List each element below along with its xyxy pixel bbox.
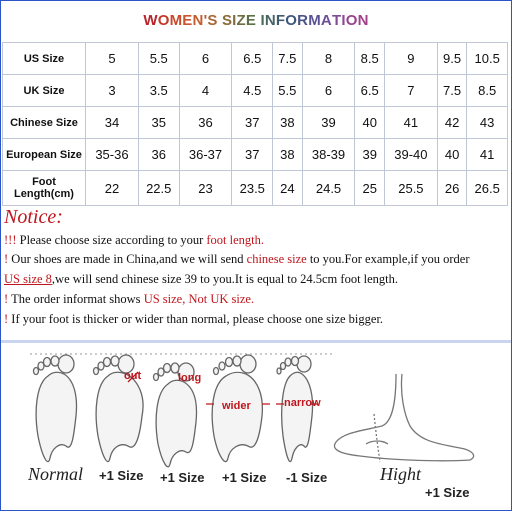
table-cell: 3	[86, 75, 139, 107]
title-letter: N	[357, 12, 369, 29]
table-cell: 39-40	[384, 139, 437, 171]
notice-text: If your foot is thicker or wider than normal, please choose one size bigger.	[8, 312, 384, 326]
table-cell: 8.5	[467, 75, 508, 107]
table-cell: 26.5	[467, 171, 508, 206]
title-letter: S	[221, 12, 233, 29]
notice-highlight: foot length.	[206, 233, 265, 247]
label-long: long	[178, 372, 202, 384]
notice-line	[4, 252, 470, 267]
caption-hight-size: +1 Size	[425, 485, 470, 500]
title-letter: Z	[236, 12, 246, 29]
row-label-line: Foot	[32, 176, 56, 188]
table-cell: 10.5	[467, 43, 508, 75]
table-cell: 6	[302, 75, 355, 107]
notice-mark: !	[4, 292, 9, 306]
table-cell: 7.5	[437, 75, 466, 107]
title-letter: N	[192, 12, 204, 29]
table-cell: 39	[355, 139, 384, 171]
title-letter: A	[320, 12, 332, 29]
table-cell: 24	[273, 171, 302, 206]
table-cell: 41	[384, 107, 437, 139]
table-cell: 4	[179, 75, 232, 107]
size-table	[2, 42, 508, 206]
table-row	[3, 43, 508, 75]
title-letter: N	[264, 12, 276, 29]
table-cell: 36	[138, 139, 179, 171]
section-divider	[0, 340, 512, 343]
table-cell: 6	[179, 43, 232, 75]
notice-mark: !!!	[4, 233, 17, 247]
label-wider: wider	[222, 400, 251, 412]
title-letter: '	[203, 12, 208, 29]
row-label-line: Length(cm)	[14, 188, 74, 200]
row-label: UK Size	[3, 75, 86, 107]
label-narrow: narrow	[284, 397, 321, 409]
title-letter: R	[297, 12, 309, 29]
side-foot-icon	[334, 374, 473, 462]
table-row	[3, 75, 508, 107]
table-cell: 38	[273, 107, 302, 139]
table-cell: 6.5	[355, 75, 384, 107]
title-letter: E	[182, 12, 193, 29]
notice-text: The order informat shows	[8, 292, 144, 306]
row-label: Chinese Size	[3, 107, 86, 139]
title-letter: E	[245, 12, 257, 29]
table-cell: 7.5	[273, 43, 302, 75]
title-letter: M	[308, 12, 321, 29]
title-letter: F	[275, 12, 286, 29]
table-cell: 5.5	[138, 43, 179, 75]
notice-mark: !	[4, 312, 9, 326]
row-label: US Size	[3, 43, 86, 75]
table-cell: 38-39	[302, 139, 355, 171]
notice-highlight: US size, Not UK size.	[143, 292, 255, 306]
row-label: European Size	[3, 139, 86, 171]
table-cell: 35-36	[86, 139, 139, 171]
title-letter: S	[207, 12, 218, 29]
title-letter: I	[232, 12, 237, 29]
table-cell: 37	[232, 139, 273, 171]
table-cell: 39	[302, 107, 355, 139]
notice-line	[4, 233, 264, 248]
table-cell: 40	[355, 107, 384, 139]
caption-normal: Normal	[28, 464, 84, 484]
page-title	[0, 12, 512, 29]
label-out: out	[124, 370, 142, 382]
table-row	[3, 107, 508, 139]
table-cell: 4.5	[232, 75, 273, 107]
table-cell: 9	[384, 43, 437, 75]
caption-size: -1 Size	[286, 470, 328, 485]
notice-text: Please choose size according to your	[16, 233, 207, 247]
title-letter: O	[345, 12, 358, 29]
notice-text: to you.For example,if you order	[306, 252, 470, 266]
caption-size: +1 Size	[99, 468, 144, 483]
table-cell: 23	[179, 171, 232, 206]
title-letter: M	[169, 12, 183, 29]
table-cell: 42	[437, 107, 466, 139]
table-cell: 34	[86, 107, 139, 139]
table-cell: 8.5	[355, 43, 384, 75]
title-letter: I	[341, 12, 346, 29]
table-row	[3, 139, 508, 171]
notice-text: ,we will send chinese size 39 to you.It is equal to 24.5cm foot length.	[51, 272, 399, 286]
notice-line	[4, 312, 383, 327]
table-cell: 38	[273, 139, 302, 171]
table-cell: 25	[355, 171, 384, 206]
table-cell: 23.5	[232, 171, 273, 206]
table-cell: 36-37	[179, 139, 232, 171]
table-cell: 22.5	[138, 171, 179, 206]
notice-line	[4, 292, 254, 307]
table-cell: 6.5	[232, 43, 273, 75]
table-cell: 3.5	[138, 75, 179, 107]
notice-highlight: chinese size	[246, 252, 307, 266]
normal-foot-icon	[34, 355, 77, 462]
title-letter: I	[260, 12, 265, 29]
notice-highlight: US size 8	[4, 272, 52, 286]
title-letter: W	[143, 12, 158, 29]
table-cell: 40	[437, 139, 466, 171]
table-cell: 37	[232, 107, 273, 139]
row-label	[3, 171, 86, 206]
caption-hight: Hight	[380, 464, 422, 484]
notice-text: Our shoes are made in China,and we will send	[8, 252, 247, 266]
title-letter: T	[331, 12, 342, 29]
table-cell: 24.5	[302, 171, 355, 206]
notice-line	[4, 272, 398, 287]
title-letter: O	[285, 12, 298, 29]
table-cell: 25.5	[384, 171, 437, 206]
table-cell: 8	[302, 43, 355, 75]
table-cell: 36	[179, 107, 232, 139]
table-cell: 5	[86, 43, 139, 75]
table-cell: 26	[437, 171, 466, 206]
notice-heading: Notice:	[4, 206, 63, 228]
notice-mark: !	[4, 252, 9, 266]
table-cell: 7	[384, 75, 437, 107]
table-cell: 43	[467, 107, 508, 139]
caption-size: +1 Size	[222, 470, 267, 485]
table-cell: 41	[467, 139, 508, 171]
table-cell: 22	[86, 171, 139, 206]
table-cell: 35	[138, 107, 179, 139]
title-letter: O	[157, 12, 170, 29]
table-row	[3, 171, 508, 206]
table-cell: 5.5	[273, 75, 302, 107]
caption-size: +1 Size	[160, 470, 205, 485]
table-cell: 9.5	[437, 43, 466, 75]
